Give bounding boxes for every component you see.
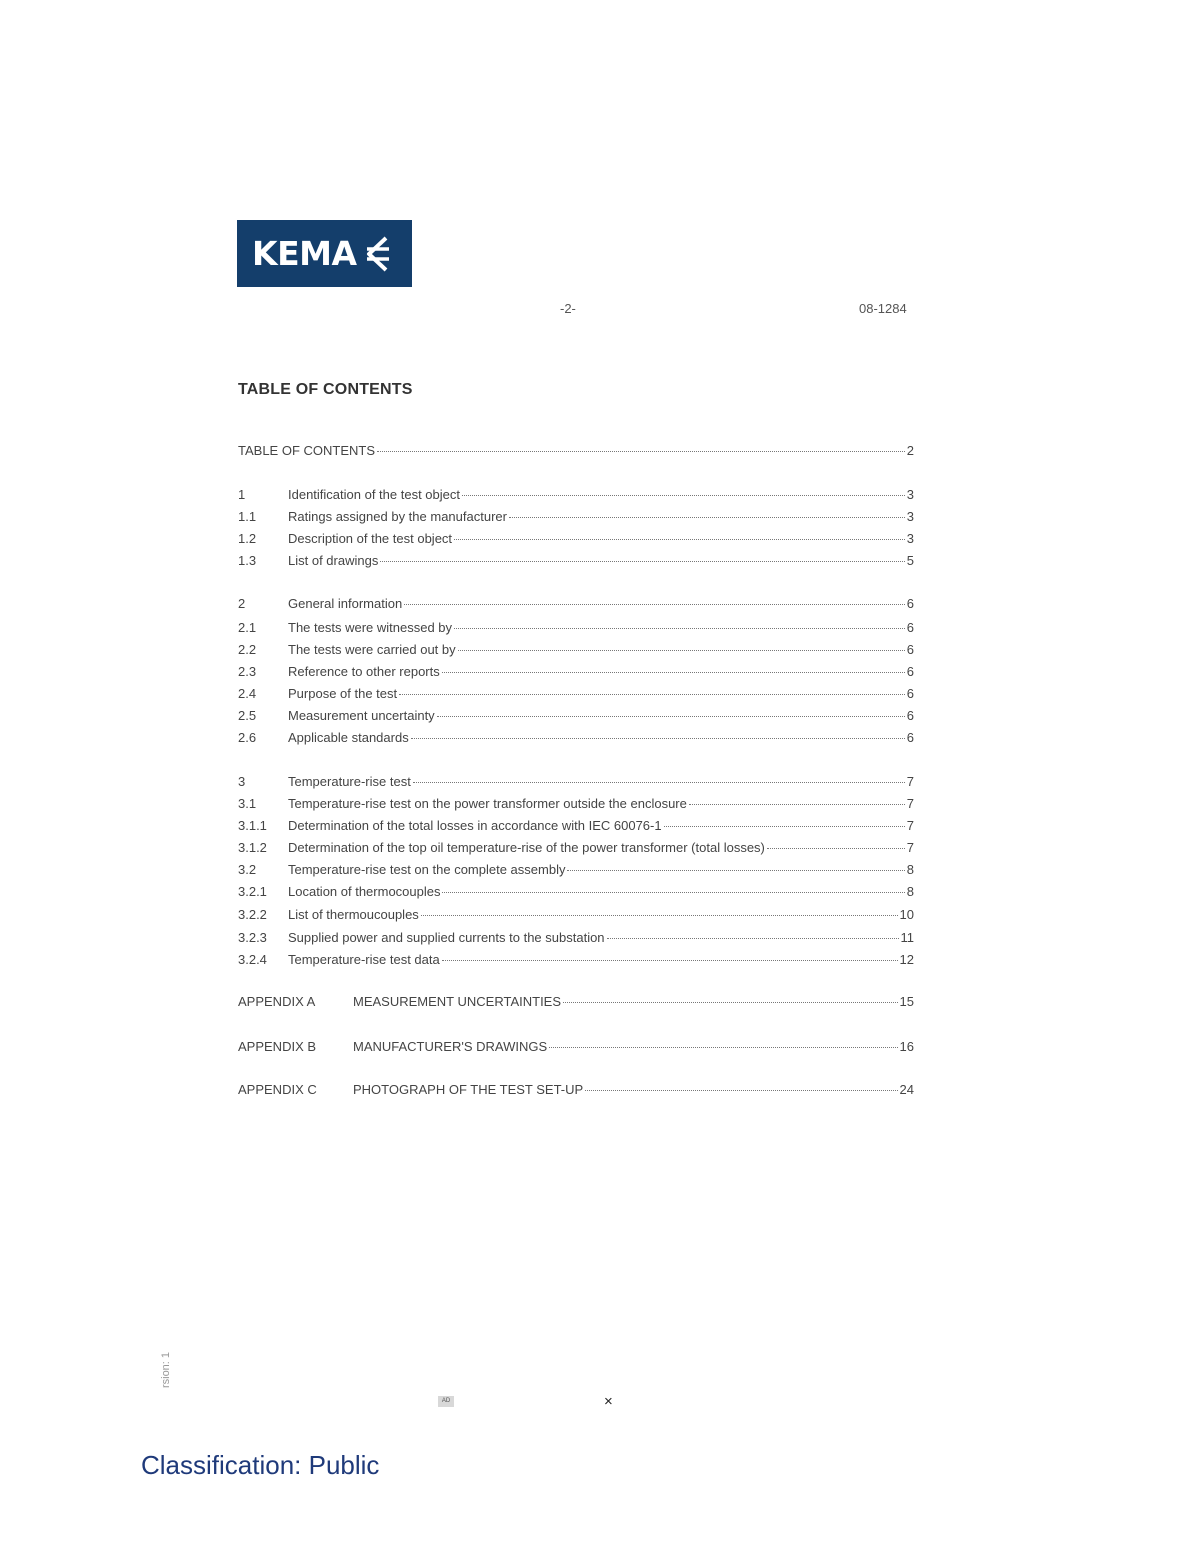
toc-entry-number: 3.2.3 (238, 930, 267, 945)
toc-entry-page: 8 (906, 862, 914, 877)
toc-entry-page: 3 (906, 509, 914, 524)
toc-entry-row[interactable] (238, 774, 914, 792)
toc-entry-row[interactable] (238, 708, 914, 726)
toc-entry-page: 6 (906, 730, 914, 745)
toc-entry-number: APPENDIX C (238, 1082, 317, 1097)
toc-entry-number: 2.5 (238, 708, 257, 723)
toc-entry-page: 5 (906, 553, 914, 568)
classification-label: Classification: Public (141, 1450, 380, 1480)
toc-entry-number: APPENDIX B (238, 1039, 317, 1054)
toc-entry-number: 3.2 (238, 862, 257, 877)
toc-entry-title: Applicable standards (288, 730, 409, 745)
toc-entry-title: MEASUREMENT UNCERTAINTIES (353, 994, 562, 1009)
toc-entry-title: Purpose of the test (288, 686, 398, 701)
toc-entry-page: 12 (899, 952, 914, 967)
toc-dot-leader (442, 892, 904, 893)
toc-dot-leader (767, 848, 905, 849)
close-icon: × (604, 1393, 613, 1410)
toc-entry-title: General information (288, 596, 403, 611)
toc-entry-row[interactable] (238, 840, 914, 858)
toc-dot-leader (664, 826, 905, 827)
toc-entry-number: 2.2 (238, 642, 257, 657)
toc-entry-row[interactable] (238, 952, 914, 970)
toc-entry-row[interactable] (238, 531, 914, 549)
toc-entry-page: 6 (906, 642, 914, 657)
toc-entry-number: 3.2.2 (238, 907, 267, 922)
toc-dot-leader (442, 960, 898, 961)
toc-entry-title: PHOTOGRAPH OF THE TEST SET-UP (353, 1082, 584, 1097)
toc-entry-title: Determination of the top oil temperature-rise of the power transformer (total losses) (288, 840, 765, 855)
toc-entry-title: Supplied power and supplied currents to the substation (288, 930, 605, 945)
toc-appendix-row[interactable] (238, 994, 914, 1012)
toc-entry-title: Reference to other reports (288, 664, 440, 679)
toc-entry-page: 15 (899, 994, 914, 1009)
toc-dot-leader (454, 539, 905, 540)
toc-entry-row[interactable] (238, 796, 914, 814)
toc-entry-page: 11 (900, 930, 914, 945)
page-number: -2- (560, 301, 576, 316)
toc-dot-leader (458, 650, 905, 651)
toc-entry-row[interactable] (238, 596, 914, 614)
toc-entry-row[interactable] (238, 686, 914, 704)
toc-dot-leader (563, 1002, 898, 1003)
toc-entry-row[interactable] (238, 818, 914, 836)
toc-dot-leader (462, 495, 905, 496)
toc-dot-leader (689, 804, 905, 805)
toc-entry-page: 6 (906, 620, 914, 635)
toc-entry-number: 3.2.4 (238, 952, 267, 967)
toc-entry-page: 16 (899, 1039, 914, 1054)
toc-entry-number: 2.3 (238, 664, 257, 679)
toc-entry-row[interactable] (238, 487, 914, 505)
toc-entry-title: Temperature-rise test (288, 774, 411, 789)
toc-entry-number: 1 (238, 487, 246, 502)
stamp-mark: AD (438, 1396, 454, 1407)
toc-entry-number: 3.1.2 (238, 840, 267, 855)
toc-dot-leader (442, 672, 905, 673)
toc-entry-page: 3 (906, 531, 914, 546)
toc-dot-leader (413, 782, 905, 783)
toc-entry-number: APPENDIX A (238, 994, 316, 1009)
toc-entry-page: 6 (906, 708, 914, 723)
toc-entry-number: 2.4 (238, 686, 257, 701)
toc-entry-page: 6 (906, 596, 914, 611)
toc-entry-page: 6 (906, 664, 914, 679)
logo-text: KEMA (252, 234, 357, 273)
kema-lightning-icon (359, 234, 393, 274)
toc-entry-title: The tests were carried out by (288, 642, 456, 657)
toc-dot-leader (585, 1090, 897, 1091)
toc-entry-row[interactable] (238, 620, 914, 638)
toc-entry-number: 2.6 (238, 730, 257, 745)
toc-entry-title: List of thermoucouples (288, 907, 419, 922)
toc-dot-leader (380, 561, 904, 562)
toc-dot-leader (399, 694, 905, 695)
document-number: 08-1284 (859, 301, 907, 316)
toc-entry-page: 24 (899, 1082, 914, 1097)
toc-entry-page: 7 (906, 774, 914, 789)
toc-entry-row[interactable] (238, 443, 914, 461)
toc-dot-leader (437, 716, 905, 717)
toc-entry-title: Location of thermocouples (288, 884, 441, 899)
toc-entry-page: 3 (906, 487, 914, 502)
toc-entry-row[interactable] (238, 509, 914, 527)
toc-dot-leader (404, 604, 905, 605)
toc-appendix-row[interactable] (238, 1082, 914, 1100)
toc-entry-page: 7 (906, 818, 914, 833)
toc-entry-page: 2 (906, 443, 914, 458)
toc-entry-row[interactable] (238, 884, 914, 902)
kema-logo (237, 220, 412, 287)
toc-entry-title: TABLE OF CONTENTS (238, 443, 375, 458)
toc-dot-leader (549, 1047, 897, 1048)
toc-entry-title: Determination of the total losses in accordance with IEC 60076-1 (288, 818, 662, 833)
toc-entry-number: 2.1 (238, 620, 257, 635)
toc-entry-row[interactable] (238, 553, 914, 571)
toc-entry-title: The tests were witnessed by (288, 620, 453, 635)
toc-entry-title: Temperature-rise test on the complete assembly (288, 862, 566, 877)
toc-entry-page: 10 (899, 907, 914, 922)
toc-dot-leader (567, 870, 904, 871)
toc-entry-number: 3 (238, 774, 246, 789)
toc-dot-leader (454, 628, 905, 629)
toc-entry-row[interactable] (238, 862, 914, 880)
toc-entry-page: 8 (906, 884, 914, 899)
toc-entry-page: 7 (906, 796, 914, 811)
toc-appendix-row[interactable] (238, 1039, 914, 1057)
toc-dot-leader (607, 938, 899, 939)
toc-dot-leader (377, 451, 905, 452)
toc-entry-title: Temperature-rise test data (288, 952, 440, 967)
toc-entry-number: 1.3 (238, 553, 257, 568)
toc-dot-leader (421, 915, 898, 916)
toc-entry-number: 3.2.1 (238, 884, 267, 899)
toc-entry-title: Description of the test object (288, 531, 453, 546)
toc-entry-title: MANUFACTURER'S DRAWINGS (353, 1039, 548, 1054)
toc-entry-number: 1.2 (238, 531, 257, 546)
toc-entry-number: 3.1.1 (238, 818, 267, 833)
toc-entry-title: Identification of the test object (288, 487, 460, 502)
toc-heading: TABLE OF CONTENTS (238, 381, 413, 398)
toc-entry-row[interactable] (238, 664, 914, 682)
toc-entry-page: 6 (906, 686, 914, 701)
toc-entry-page: 7 (906, 840, 914, 855)
toc-entry-row[interactable] (238, 907, 914, 925)
toc-dot-leader (411, 738, 905, 739)
toc-entry-title: Temperature-rise test on the power transformer outside the enclosure (288, 796, 687, 811)
toc-entry-number: 1.1 (238, 509, 257, 524)
toc-entry-title: Measurement uncertainty (288, 708, 435, 723)
toc-entry-title: Ratings assigned by the manufacturer (288, 509, 507, 524)
toc-entry-title: List of drawings (288, 553, 379, 568)
toc-entry-row[interactable] (238, 930, 914, 948)
toc-dot-leader (509, 517, 905, 518)
toc-entry-row[interactable] (238, 642, 914, 660)
version-label: rsion: 1 (160, 1351, 173, 1389)
toc-entry-row[interactable] (238, 730, 914, 748)
toc-entry-number: 2 (238, 596, 246, 611)
toc-entry-number: 3.1 (238, 796, 257, 811)
